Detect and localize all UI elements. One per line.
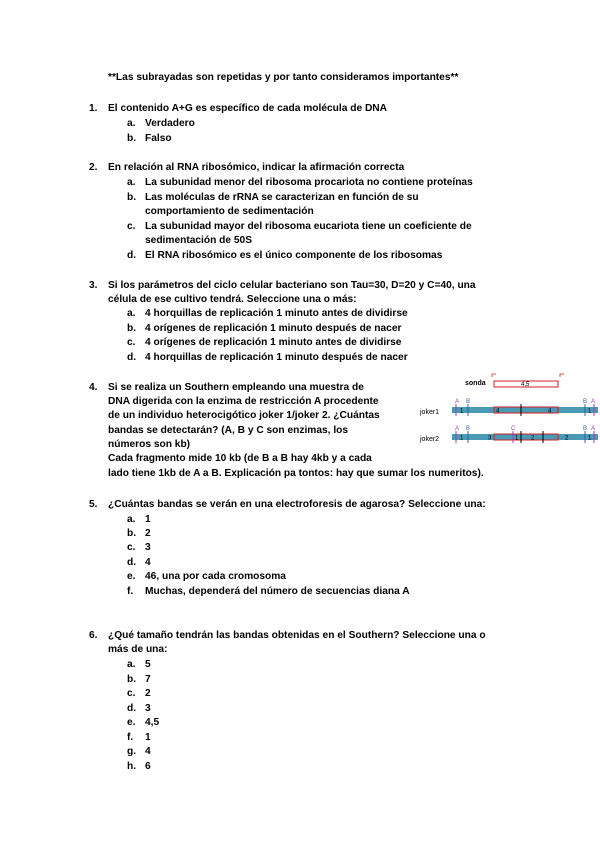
page-header: **Las subrayadas son repetidas y por tanto consideramos importantes** bbox=[108, 72, 459, 83]
segment-label: 2 bbox=[565, 435, 569, 442]
site-label-b: B bbox=[466, 399, 471, 405]
option-text: 1 bbox=[145, 514, 151, 525]
option-text: 3 bbox=[145, 542, 151, 553]
option-text: 4 horquillas de replicación 1 minuto antes de dividirse bbox=[145, 308, 408, 319]
option-letter: e. bbox=[127, 717, 136, 728]
option-text: 46, una por cada cromosoma bbox=[145, 571, 286, 582]
question-number: 6. bbox=[89, 630, 98, 641]
option-text: Muchas, dependerá del número de secuencias diana A bbox=[145, 586, 410, 597]
option-letter: g. bbox=[127, 746, 137, 757]
question-text: Cada fragmento mide 10 kb (de B a B hay 4kb y a cada bbox=[108, 453, 372, 464]
option-letter: a. bbox=[127, 308, 136, 319]
option-text: El RNA ribosómico es el único componente de los ribosomas bbox=[145, 250, 443, 261]
option-letter: d. bbox=[127, 557, 137, 568]
question-number: 3. bbox=[89, 280, 98, 291]
site-label-a: A bbox=[455, 399, 460, 405]
question-text: bandas se detectarán? (A, B y C son enzimas, los bbox=[108, 425, 349, 436]
option-text: 4 bbox=[145, 746, 151, 757]
restriction-map-diagram bbox=[418, 372, 600, 448]
option-letter: c. bbox=[127, 337, 136, 348]
option-text: 4 orígenes de replicación 1 minuto después de nacer bbox=[145, 323, 402, 334]
option-letter: b. bbox=[127, 674, 137, 685]
option-letter: d. bbox=[127, 703, 137, 714]
question-text: ¿Qué tamaño tendrán las bandas obtenidas en el Southern? Seleccione una o bbox=[108, 630, 486, 641]
segment-label: 1 bbox=[588, 408, 592, 415]
option-text: 1 bbox=[145, 732, 151, 743]
option-text: comportamiento de sedimentación bbox=[145, 206, 314, 217]
site-label-b: B bbox=[583, 426, 588, 432]
option-text: 5 bbox=[145, 659, 151, 670]
option-text: Falso bbox=[145, 133, 172, 144]
site-label-c: C bbox=[511, 426, 516, 432]
option-letter: b. bbox=[127, 133, 137, 144]
joker2-label: joker2 bbox=[420, 436, 440, 443]
segment-label: 2 bbox=[531, 435, 535, 442]
option-letter: b. bbox=[127, 323, 137, 334]
option-text: Las moléculas de rRNA se caracterizan en función de su bbox=[145, 192, 419, 203]
sonda-bracket-left bbox=[492, 374, 496, 377]
option-letter: d. bbox=[127, 250, 137, 261]
option-letter: f. bbox=[127, 732, 134, 743]
option-letter: a. bbox=[127, 514, 136, 525]
site-label-b: B bbox=[466, 426, 471, 432]
sonda-size-label: 4,5 bbox=[521, 382, 530, 388]
option-letter: c. bbox=[127, 542, 136, 553]
question-text: El contenido A+G es específico de cada molécula de DNA bbox=[108, 103, 388, 114]
joker2-dna-bar bbox=[452, 434, 598, 440]
option-letter: a. bbox=[127, 177, 136, 188]
sonda-bracket-right bbox=[560, 374, 564, 377]
segment-label: 3 bbox=[488, 435, 492, 442]
option-text: 2 bbox=[145, 688, 151, 699]
question-text: ¿Cuántas bandas se verán en una electroforesis de agarosa? Seleccione una: bbox=[108, 499, 486, 510]
option-text: 7 bbox=[145, 674, 151, 685]
question-number: 4. bbox=[89, 382, 98, 393]
option-text: 6 bbox=[145, 761, 151, 772]
joker1-label: joker1 bbox=[420, 409, 440, 416]
option-text: 3 bbox=[145, 703, 151, 714]
option-text: Verdadero bbox=[145, 118, 195, 129]
question-text: de un individuo heterocigótico joker 1/joker 2. ¿Cuántas bbox=[108, 410, 380, 421]
question-number: 2. bbox=[89, 162, 98, 173]
question-number: 5. bbox=[89, 499, 98, 510]
option-letter: f. bbox=[127, 586, 134, 597]
segment-label: 4 bbox=[496, 408, 500, 415]
option-text: 4 horquillas de replicación 1 minuto después de nacer bbox=[145, 352, 408, 363]
question-text: DNA digerida con la enzima de restricción A procedente bbox=[108, 396, 379, 407]
option-letter: c. bbox=[127, 221, 136, 232]
option-text: 4 bbox=[145, 557, 151, 568]
question-text: Si los parámetros del ciclo celular bacteriano son Tau=30, D=20 y C=40, una bbox=[108, 280, 476, 291]
option-letter: d. bbox=[127, 352, 137, 363]
question-text: En relación al RNA ribosómico, indicar la afirmación correcta bbox=[108, 162, 405, 173]
option-letter: a. bbox=[127, 659, 136, 670]
segment-label: 1 bbox=[515, 435, 519, 442]
sonda-label: sonda bbox=[465, 380, 486, 387]
question-text: célula de ese cultivo tendrá. Seleccione una o más: bbox=[108, 294, 357, 305]
site-label-a: A bbox=[455, 426, 460, 432]
question-text: Si se realiza un Southern empleando una muestra de bbox=[108, 382, 364, 393]
question-number: 1. bbox=[89, 103, 98, 114]
option-text: sedimentación de 50S bbox=[145, 235, 253, 246]
option-letter: b. bbox=[127, 528, 137, 539]
option-letter: c. bbox=[127, 688, 136, 699]
option-letter: h. bbox=[127, 761, 137, 772]
option-text: La subunidad mayor del ribosoma eucariota tiene un coeficiente de bbox=[145, 221, 472, 232]
option-letter: b. bbox=[127, 192, 137, 203]
segment-label: 1 bbox=[588, 435, 592, 442]
question-text: más de una: bbox=[108, 644, 168, 655]
site-label-a: A bbox=[591, 426, 596, 432]
option-text: 4,5 bbox=[145, 717, 160, 728]
segment-label: 4 bbox=[548, 408, 552, 415]
joker1-dna-bar bbox=[452, 407, 598, 413]
question-text: lado tiene 1kb de A a B. Explicación pa tontos: hay que sumar los numeritos). bbox=[108, 468, 484, 479]
segment-label: 1 bbox=[460, 408, 464, 415]
option-text: 4 orígenes de replicación 1 minuto antes de dividirse bbox=[145, 337, 402, 348]
option-text: La subunidad menor del ribosoma procariota no contiene proteínas bbox=[145, 177, 473, 188]
site-label-a: A bbox=[591, 399, 596, 405]
segment-label: 1 bbox=[460, 435, 464, 442]
question-text: números son kb) bbox=[108, 439, 191, 450]
option-text: 2 bbox=[145, 528, 151, 539]
option-letter: e. bbox=[127, 571, 136, 582]
option-letter: a. bbox=[127, 118, 136, 129]
site-label-b: B bbox=[583, 399, 588, 405]
